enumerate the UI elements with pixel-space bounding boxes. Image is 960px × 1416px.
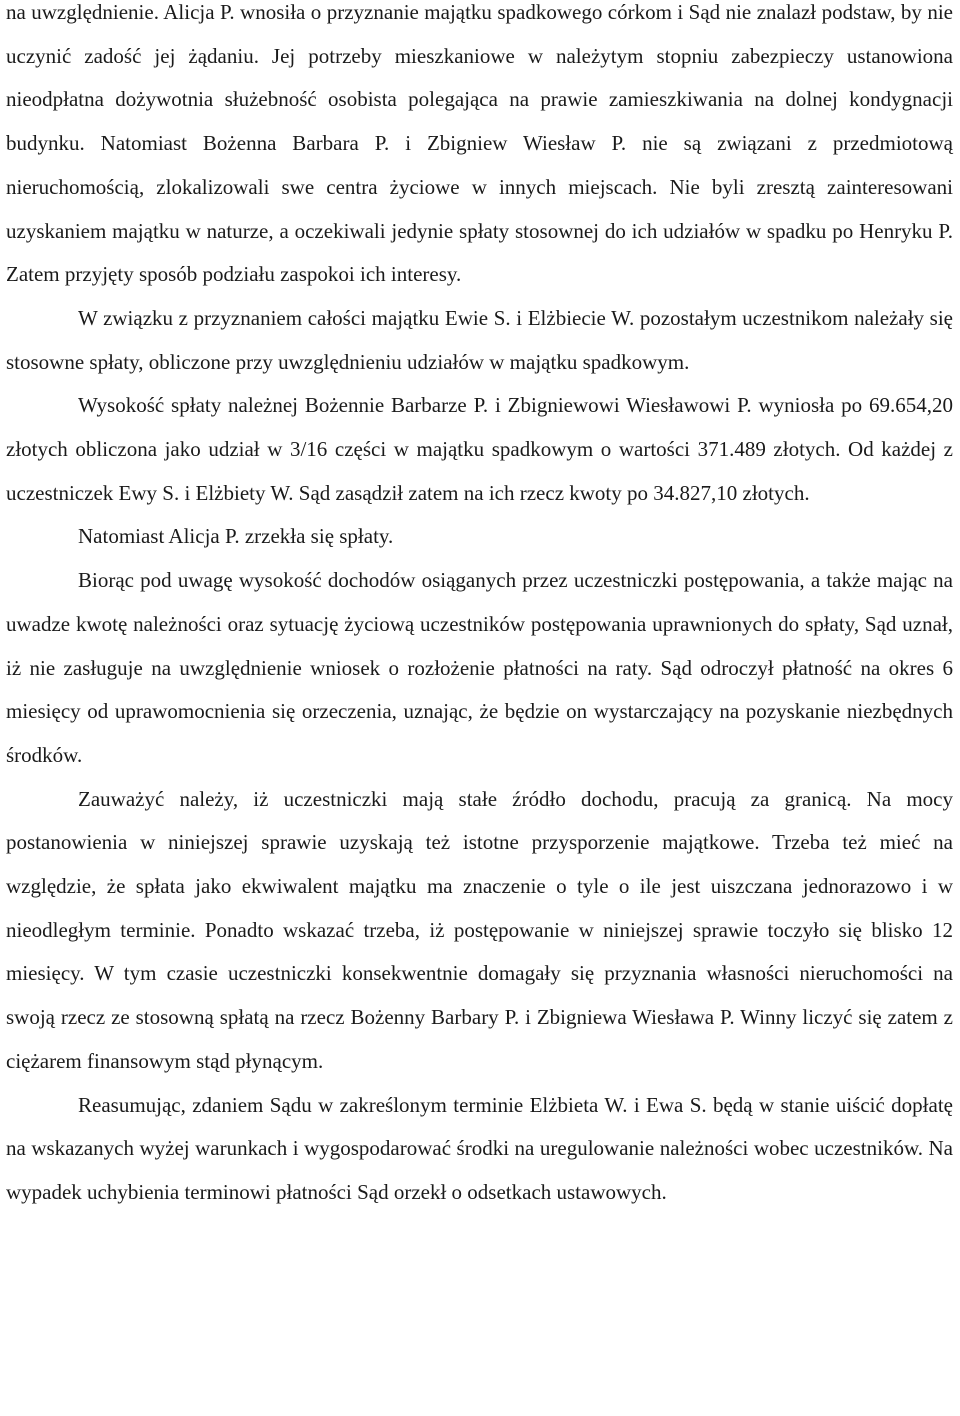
paragraph-reasumujac: Reasumując, zdaniem Sądu w zakreślonym terminie Elżbieta W. i Ewa S. będą w stanie uiścić dopłatę na wskazanych wyżej warunkach i wygospodarować środki na uregulowanie należności wobec uczestników. Na wypadek uchybienia terminowi płatności Sąd orzekł o odsetkach ustawowych. (6, 1092, 953, 1204)
paragraph-alicja: Natomiast Alicja P. zrzekła się spłaty. (78, 524, 394, 549)
paragraph-dochody: Biorąc pod uwagę wysokość dochodów osiąganych przez uczestniczki postępowania, a także mając na uwadze kwotę należności oraz sytuację życiową uczestników postępowania uprawnionych do spłaty, Sąd uznał, iż nie zasługuje na uwzględnienie wniosek o rozłożenie płatności na raty. Sąd odroczył płatność na okres 6 miesięcy od uprawomocnienia się orzeczenia, uznając, że będzie on wystarczający na pozyskanie niezbędnych środków. (6, 568, 953, 767)
paragraph-wysokosc-splaty: Wysokość spłaty należnej Bożennie Barbarze P. i Zbigniewowi Wiesławowi P. wyniosła po 69.654,20 złotych obliczona jako udział w 3/16 części w majątku spadkowym o wartości 371.489 złotych. Od każdej z uczestniczek Ewy S. i Elżbiety W. Sąd zasądził zatem na ich rzecz kwoty po 34.827,10 złotych. (6, 393, 953, 505)
paragraph-zauwazyc: Zauważyć należy, iż uczestniczki mają stałe źródło dochodu, pracują za granicą. Na mocy postanowienia w niniejszej sprawie uzyskają też istotne przysporzenie majątkowe. Trzeba też mieć na względzie, że spłata jako ekwiwalent majątku ma znaczenie o tyle o ile jest uiszczana jednorazowo i w nieodległym terminie. Ponadto wskazać trzeba, iż postępowanie w niniejszej sprawie toczyło się blisko 12 miesięcy. W tym czasie uczestniczki konsekwentnie domagały się przyznania własności nieruchomości na swoją rzecz ze stosowną spłatą na rzecz Bożenny Barbary P. i Zbigniewa Wiesława P. Winny liczyć się zatem z ciężarem finansowym stąd płynącym. (6, 786, 953, 1073)
paragraph-continuation: na uwzględnienie. Alicja P. wnosiła o przyznanie majątku spadkowego córkom i Sąd nie znalazł podstaw, by nie uczynić zadość jej żądaniu. Jej potrzeby mieszkaniowe w należytym stopniu zabezpieczy ustanowiona nieodpłatna dożywotnia służebność osobista polegająca na prawie zamieszkiwania na dolnej kondygnacji budynku. Natomiast Bożenna Barbara P. i Zbigniew Wiesław P. nie są związani z przedmiotową nieruchomością, zlokalizowali swe centra życiowe w innych miejscach. Nie byli zresztą zainteresowani uzyskaniem majątku w naturze, a oczekiwali jedynie spłaty stosownej do ich udziałów w spadku po Henryku P. Zatem przyjęty sposób podziału zaspokoi ich interesy. (6, 0, 953, 287)
paragraph-splaty: W związku z przyznaniem całości majątku Ewie S. i Elżbiecie W. pozostałym uczestnikom należały się stosowne spłaty, obliczone przy uwzględnieniu udziałów w majątku spadkowym. (6, 305, 953, 374)
